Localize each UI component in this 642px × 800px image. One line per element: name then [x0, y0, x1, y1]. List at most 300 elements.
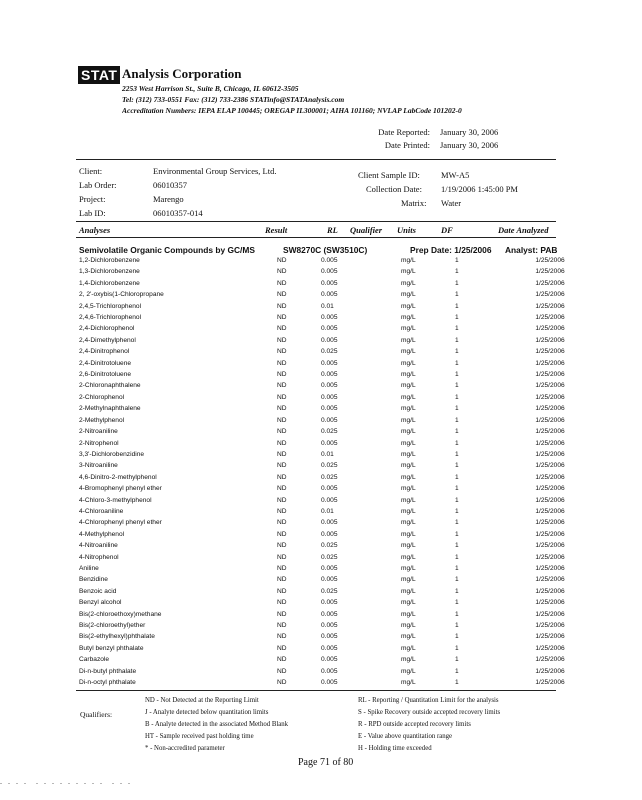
- qualifier-value: [387, 495, 401, 506]
- reporting-limit: 0.005: [321, 496, 338, 504]
- table-row: [79, 517, 585, 528]
- qualifier-value: [387, 483, 401, 494]
- table-row: [79, 278, 585, 289]
- analyte-name: 4-Nitroaniline: [79, 542, 118, 550]
- qualifier-r: R - RPD outside accepted recovery limits: [358, 721, 471, 728]
- col-units: Units: [397, 225, 416, 235]
- reporting-limit: 0.005: [321, 291, 338, 299]
- reporting-limit: 0.005: [321, 336, 338, 344]
- result-value: ND: [277, 393, 287, 401]
- result-value: ND: [277, 348, 287, 356]
- analyte-name: 2, 2'-oxybis(1-Chloropropane: [79, 291, 164, 299]
- date-analyzed: 1/25/2006: [535, 302, 565, 310]
- dilution-factor: 1: [455, 405, 459, 413]
- dilution-factor: 1: [455, 257, 459, 264]
- qualifier-value: [387, 643, 401, 654]
- accreditation-numbers: Accreditation Numbers: IEPA ELAP 100445; OREGAP IL300001; AIHA 101160; NVLAP LabCode 101202-0: [122, 106, 462, 115]
- matrix-label: Matrix:: [401, 198, 427, 208]
- table-row: [79, 574, 585, 585]
- lab-order-label: Lab Order:: [79, 180, 117, 190]
- analyte-name: 4,6-Dinitro-2-methylphenol: [79, 473, 157, 481]
- date-analyzed: 1/25/2006: [535, 428, 565, 436]
- section-method: SW8270C (SW3510C): [283, 245, 368, 255]
- units-value: mg/L: [401, 473, 416, 481]
- reporting-limit: 0.025: [321, 348, 338, 356]
- divider: [76, 159, 556, 160]
- lab-id-label: Lab ID:: [79, 208, 106, 218]
- result-value: ND: [277, 553, 287, 561]
- qualifier-value: [387, 438, 401, 449]
- company-address: 2253 West Harrison St., Suite B, Chicago, IL 60612-3505: [122, 84, 299, 93]
- qualifier-e: E - Value above quantitation range: [358, 733, 453, 740]
- units-value: mg/L: [401, 325, 416, 333]
- table-row: [79, 358, 585, 369]
- analyte-name: 2-Nitrophenol: [79, 439, 119, 447]
- result-value: ND: [277, 450, 287, 458]
- reporting-limit: 0.005: [321, 439, 338, 447]
- dilution-factor: 1: [455, 336, 459, 344]
- reporting-limit: 0.025: [321, 553, 338, 561]
- result-value: ND: [277, 268, 287, 276]
- analyte-name: Di-n-octyl phthalate: [79, 679, 136, 687]
- units-value: mg/L: [401, 359, 416, 367]
- analyte-name: 3,3'-Dichlorobenzidine: [79, 450, 145, 458]
- date-printed-value: January 30, 2006: [440, 140, 499, 150]
- result-value: ND: [277, 314, 287, 322]
- table-row: [79, 426, 585, 437]
- qualifier-rl: RL - Reporting / Quantitation Limit for the analysis: [358, 697, 499, 704]
- date-reported-value: January 30, 2006: [440, 127, 499, 137]
- units-value: mg/L: [401, 656, 416, 664]
- dilution-factor: 1: [455, 268, 459, 276]
- qualifier-value: [387, 301, 401, 312]
- units-value: mg/L: [401, 348, 416, 356]
- qualifier-value: [387, 289, 401, 300]
- date-analyzed: 1/25/2006: [535, 656, 565, 664]
- units-value: mg/L: [401, 667, 416, 675]
- result-value: ND: [277, 336, 287, 344]
- result-value: ND: [277, 622, 287, 629]
- dilution-factor: 1: [455, 553, 459, 561]
- col-result: Result: [265, 225, 288, 235]
- stat-logo: STAT: [78, 66, 120, 84]
- qualifier-value: [387, 654, 401, 665]
- table-row: [79, 255, 585, 266]
- result-value: ND: [277, 439, 287, 447]
- result-value: ND: [277, 519, 287, 527]
- reporting-limit: 0.025: [321, 473, 338, 481]
- result-value: ND: [277, 667, 287, 675]
- date-analyzed: 1/25/2006: [535, 622, 565, 629]
- client-sample-id-label: Client Sample ID:: [358, 170, 420, 180]
- result-value: ND: [277, 576, 287, 584]
- qualifier-h: H - Holding time exceeded: [358, 745, 432, 752]
- units-value: mg/L: [401, 564, 416, 572]
- qualifier-value: [387, 574, 401, 585]
- table-row: [79, 380, 585, 391]
- dilution-factor: 1: [455, 325, 459, 333]
- units-value: mg/L: [401, 507, 416, 515]
- units-value: mg/L: [401, 393, 416, 401]
- reporting-limit: 0.025: [321, 587, 338, 595]
- qualifier-value: [387, 278, 401, 289]
- table-row: [79, 415, 585, 426]
- client-label: Client:: [79, 166, 103, 176]
- result-value: ND: [277, 302, 287, 310]
- units-value: mg/L: [401, 622, 416, 629]
- dilution-factor: 1: [455, 473, 459, 481]
- analyte-name: 2-Nitroaniline: [79, 428, 118, 436]
- page-number: Page 71 of 80: [298, 757, 354, 768]
- date-analyzed: 1/25/2006: [535, 371, 565, 379]
- reporting-limit: 0.005: [321, 530, 338, 538]
- section-prep-date: Prep Date: 1/25/2006: [410, 245, 492, 255]
- dilution-factor: 1: [455, 519, 459, 527]
- table-row: [79, 460, 585, 471]
- qualifier-value: [387, 335, 401, 346]
- date-analyzed: 1/25/2006: [535, 553, 565, 561]
- scan-artifact: . . . . . . . . . . . . . . . .: [0, 777, 132, 786]
- dilution-factor: 1: [455, 462, 459, 470]
- table-row: [79, 631, 585, 642]
- units-value: mg/L: [401, 485, 416, 493]
- reporting-limit: 0.005: [321, 656, 338, 664]
- result-value: ND: [277, 599, 287, 607]
- date-analyzed: 1/25/2006: [535, 542, 565, 550]
- reporting-limit: 0.005: [321, 667, 338, 675]
- units-value: mg/L: [401, 439, 416, 447]
- qualifier-value: [387, 369, 401, 380]
- units-value: mg/L: [401, 587, 416, 595]
- table-row: [79, 666, 585, 677]
- dilution-factor: 1: [455, 371, 459, 379]
- analyte-name: Benzoic acid: [79, 587, 117, 595]
- dilution-factor: 1: [455, 507, 459, 515]
- date-printed-label: Date Printed:: [384, 140, 430, 150]
- qualifier-value: [387, 426, 401, 437]
- date-analyzed: 1/25/2006: [535, 336, 565, 344]
- units-value: mg/L: [401, 268, 416, 276]
- table-row: [79, 483, 585, 494]
- dilution-factor: 1: [455, 382, 459, 390]
- table-row: [79, 677, 585, 688]
- date-analyzed: 1/25/2006: [535, 473, 565, 481]
- dilution-factor: 1: [455, 496, 459, 504]
- date-analyzed: 1/25/2006: [535, 450, 565, 458]
- dilution-factor: 1: [455, 599, 459, 607]
- dilution-factor: 1: [455, 679, 459, 687]
- table-row: [79, 540, 585, 551]
- qualifier-value: [387, 506, 401, 517]
- qualifier-value: [387, 529, 401, 540]
- analyte-name: 2,4-Dimethylphenol: [79, 336, 136, 344]
- col-rl: RL: [327, 225, 338, 235]
- date-reported-label: Date Reported:: [378, 127, 430, 137]
- table-row: [79, 369, 585, 380]
- units-value: mg/L: [401, 291, 416, 299]
- qualifier-value: [387, 563, 401, 574]
- analyte-name: Carbazole: [79, 656, 110, 664]
- section-title: Semivolatile Organic Compounds by GC/MS: [79, 245, 255, 255]
- analyte-name: 4-Chloroaniline: [79, 507, 124, 515]
- company-name: Analysis Corporation: [122, 66, 242, 81]
- result-value: ND: [277, 291, 287, 299]
- analyte-name: Butyl benzyl phthalate: [79, 644, 144, 652]
- result-value: ND: [277, 416, 287, 424]
- dilution-factor: 1: [455, 633, 459, 641]
- units-value: mg/L: [401, 679, 416, 687]
- analyte-name: Di-n-butyl phthalate: [79, 667, 137, 675]
- qualifier-b: B - Analyte detected in the associated Method Blank: [145, 721, 289, 728]
- reporting-limit: 0.005: [321, 382, 338, 390]
- analyte-name: 2,4-Dichlorophenol: [79, 325, 135, 333]
- reporting-limit: 0.005: [321, 679, 338, 687]
- dilution-factor: 1: [455, 656, 459, 664]
- result-value: ND: [277, 530, 287, 538]
- dilution-factor: 1: [455, 302, 459, 310]
- reporting-limit: 0.005: [321, 610, 338, 618]
- dilution-factor: 1: [455, 359, 459, 367]
- collection-date-value: 1/19/2006 1:45:00 PM: [441, 184, 518, 194]
- units-value: mg/L: [401, 382, 416, 390]
- qualifier-asterisk: * - Non-accredited parameter: [145, 745, 225, 752]
- analyte-name: 1,2-Dichlorobenzene: [79, 257, 140, 264]
- lab-order-value: 06010357: [153, 180, 187, 190]
- qualifier-value: [387, 346, 401, 357]
- reporting-limit: 0.01: [321, 302, 334, 310]
- qualifier-j: J - Analyte detected below quantitation limits: [145, 709, 269, 716]
- date-analyzed: 1/25/2006: [535, 679, 565, 687]
- date-analyzed: 1/25/2006: [535, 257, 565, 264]
- reporting-limit: 0.025: [321, 462, 338, 470]
- col-analyses: Analyses: [79, 225, 111, 235]
- date-analyzed: 1/25/2006: [535, 667, 565, 675]
- qualifier-nd: ND - Not Detected at the Reporting Limit: [145, 697, 259, 704]
- date-analyzed: 1/25/2006: [535, 610, 565, 618]
- dilution-factor: 1: [455, 439, 459, 447]
- date-analyzed: 1/25/2006: [535, 279, 565, 287]
- result-value: ND: [277, 610, 287, 618]
- qualifier-value: [387, 266, 401, 277]
- matrix-value: Water: [441, 198, 462, 208]
- analyte-name: 1,4-Dichlorobenzene: [79, 279, 140, 287]
- analyte-name: 2-Methylnaphthalene: [79, 405, 141, 413]
- analyte-name: Benzyl alcohol: [79, 599, 122, 607]
- qualifier-value: [387, 631, 401, 642]
- qualifier-value: [387, 380, 401, 391]
- analyte-name: Bis(2-chloroethyl)ether: [79, 622, 146, 629]
- table-row: [79, 335, 585, 346]
- analyte-name: 2,4,6-Trichlorophenol: [79, 314, 142, 322]
- table-row: [79, 563, 585, 574]
- date-analyzed: 1/25/2006: [535, 599, 565, 607]
- qualifier-value: [387, 677, 401, 688]
- reporting-limit: 0.005: [321, 268, 338, 276]
- qualifier-value: [387, 666, 401, 677]
- dilution-factor: 1: [455, 450, 459, 458]
- result-value: ND: [277, 564, 287, 572]
- reporting-limit: 0.005: [321, 359, 338, 367]
- qualifier-value: [387, 472, 401, 483]
- analyte-name: 2,6-Dinitrotoluene: [79, 371, 132, 379]
- date-analyzed: 1/25/2006: [535, 576, 565, 584]
- analyte-name: 2-Chlorophenol: [79, 393, 125, 401]
- reporting-limit: 0.005: [321, 633, 338, 641]
- reporting-limit: 0.005: [321, 279, 338, 287]
- qualifier-ht: HT - Sample received past holding time: [145, 733, 254, 740]
- analyte-name: 1,3-Dichlorobenzene: [79, 268, 140, 276]
- reporting-limit: 0.005: [321, 314, 338, 322]
- result-value: ND: [277, 656, 287, 664]
- analyte-name: 2,4,5-Trichlorophenol: [79, 302, 142, 310]
- reporting-limit: 0.005: [321, 405, 338, 413]
- dilution-factor: 1: [455, 485, 459, 493]
- date-analyzed: 1/25/2006: [535, 485, 565, 493]
- table-row: [79, 597, 585, 608]
- result-value: ND: [277, 257, 287, 264]
- qualifier-value: [387, 358, 401, 369]
- units-value: mg/L: [401, 553, 416, 561]
- analyte-name: 4-Methylphenol: [79, 530, 125, 538]
- result-value: ND: [277, 359, 287, 367]
- date-analyzed: 1/25/2006: [535, 439, 565, 447]
- result-value: ND: [277, 633, 287, 641]
- units-value: mg/L: [401, 314, 416, 322]
- table-row: [79, 529, 585, 540]
- dilution-factor: 1: [455, 314, 459, 322]
- result-value: ND: [277, 428, 287, 436]
- col-qualifier: Qualifier: [350, 225, 383, 235]
- dilution-factor: 1: [455, 644, 459, 652]
- reporting-limit: 0.005: [321, 519, 338, 527]
- result-value: ND: [277, 325, 287, 333]
- table-row: [79, 301, 585, 312]
- result-value: ND: [277, 405, 287, 413]
- units-value: mg/L: [401, 519, 416, 527]
- table-row: [79, 323, 585, 334]
- col-df: DF: [441, 225, 453, 235]
- qualifier-value: [387, 403, 401, 414]
- date-analyzed: 1/25/2006: [535, 359, 565, 367]
- analyte-name: 2,4-Dinitrophenol: [79, 348, 130, 356]
- dilution-factor: 1: [455, 587, 459, 595]
- table-row: [79, 449, 585, 460]
- company-contact: Tel: (312) 733-0551 Fax: (312) 733-2386 STATinfo@STATAnalysis.com: [122, 95, 345, 104]
- analyte-name: 4-Chloro-3-methylphenol: [79, 496, 152, 504]
- date-analyzed: 1/25/2006: [535, 507, 565, 515]
- analyte-name: 4-Chlorophenyl phenyl ether: [79, 519, 162, 527]
- reporting-limit: 0.005: [321, 564, 338, 572]
- qualifier-value: [387, 597, 401, 608]
- units-value: mg/L: [401, 279, 416, 287]
- reporting-limit: 0.005: [321, 325, 338, 333]
- analyte-name: Bis(2-chloroethoxy)methane: [79, 610, 162, 618]
- result-value: ND: [277, 279, 287, 287]
- qualifier-value: [387, 415, 401, 426]
- reporting-limit: 0.005: [321, 371, 338, 379]
- date-analyzed: 1/25/2006: [535, 291, 565, 299]
- dilution-factor: 1: [455, 622, 459, 629]
- section-analyst: Analyst: PAB: [505, 245, 558, 255]
- date-analyzed: 1/25/2006: [535, 325, 565, 333]
- date-analyzed: 1/25/2006: [535, 587, 565, 595]
- date-analyzed: 1/25/2006: [535, 314, 565, 322]
- table-row: [79, 346, 585, 357]
- date-analyzed: 1/25/2006: [535, 644, 565, 652]
- result-value: ND: [277, 644, 287, 652]
- reporting-limit: 0.005: [321, 576, 338, 584]
- table-row: [79, 403, 585, 414]
- qualifier-value: [387, 540, 401, 551]
- result-value: ND: [277, 473, 287, 481]
- qualifier-value: [387, 517, 401, 528]
- dilution-factor: 1: [455, 542, 459, 550]
- qualifier-value: [387, 586, 401, 597]
- analyte-name: 4-Nitrophenol: [79, 553, 119, 561]
- date-analyzed: 1/25/2006: [535, 462, 565, 470]
- table-row: [79, 312, 585, 323]
- reporting-limit: 0.025: [321, 542, 338, 550]
- units-value: mg/L: [401, 462, 416, 470]
- reporting-limit: 0.005: [321, 485, 338, 493]
- qualifier-value: [387, 460, 401, 471]
- units-value: mg/L: [401, 530, 416, 538]
- analyte-name: 2-Methylphenol: [79, 416, 125, 424]
- date-analyzed: 1/25/2006: [535, 405, 565, 413]
- units-value: mg/L: [401, 610, 416, 618]
- analyte-name: 2-Chloronaphthalene: [79, 382, 141, 390]
- qualifier-value: [387, 255, 401, 266]
- table-row: [79, 609, 585, 620]
- units-value: mg/L: [401, 302, 416, 310]
- date-analyzed: 1/25/2006: [535, 416, 565, 424]
- analyte-name: Aniline: [79, 564, 99, 572]
- table-row: [79, 472, 585, 483]
- table-row: [79, 643, 585, 654]
- divider: [76, 690, 556, 691]
- units-value: mg/L: [401, 428, 416, 436]
- qualifier-value: [387, 620, 401, 631]
- reporting-limit: 0.005: [321, 393, 338, 401]
- dilution-factor: 1: [455, 279, 459, 287]
- table-row: [79, 552, 585, 563]
- results-table: [79, 255, 585, 688]
- units-value: mg/L: [401, 496, 416, 504]
- qualifier-value: [387, 312, 401, 323]
- date-analyzed: 1/25/2006: [535, 564, 565, 572]
- table-row: [79, 266, 585, 277]
- units-value: mg/L: [401, 405, 416, 413]
- qualifier-value: [387, 323, 401, 334]
- table-row: [79, 392, 585, 403]
- qualifier-value: [387, 609, 401, 620]
- client-value: Environmental Group Services, Ltd.: [153, 166, 277, 176]
- result-value: ND: [277, 587, 287, 595]
- result-value: ND: [277, 496, 287, 504]
- table-row: [79, 289, 585, 300]
- qualifier-value: [387, 392, 401, 403]
- analyte-name: 2,4-Dinitrotoluene: [79, 359, 132, 367]
- table-row: [79, 654, 585, 665]
- units-value: mg/L: [401, 542, 416, 550]
- dilution-factor: 1: [455, 564, 459, 572]
- dilution-factor: 1: [455, 576, 459, 584]
- lab-id-value: 06010357-014: [153, 208, 203, 218]
- table-row: [79, 620, 585, 631]
- date-analyzed: 1/25/2006: [535, 530, 565, 538]
- dilution-factor: 1: [455, 667, 459, 675]
- result-value: ND: [277, 507, 287, 515]
